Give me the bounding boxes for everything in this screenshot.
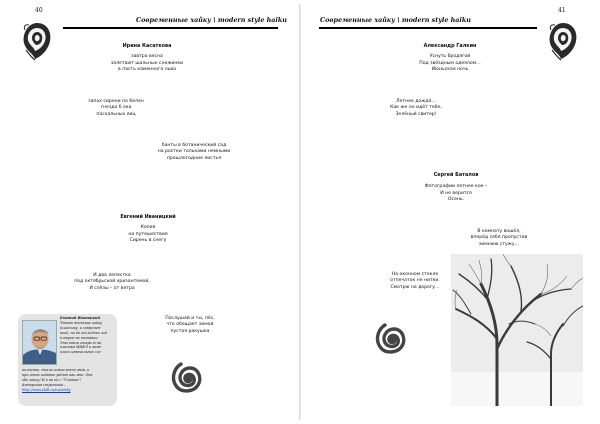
poem-line: залетают шальные снежинки (110, 60, 184, 66)
bio-text (60, 316, 107, 355)
poem-author: Евгений Иваницкий (120, 214, 176, 220)
poem-line: Фотографии летнее кое – (424, 184, 488, 190)
poem-line: пасхальных яиц (96, 111, 136, 117)
left-page-number: 40 (35, 7, 43, 14)
poem-line: под октябрьской хризантемой, (74, 279, 150, 285)
poem-block (66, 273, 158, 292)
poem-line: Послушай и ты, пёс, (165, 316, 215, 321)
author-photo (22, 320, 57, 365)
poem-author: Ирина Касаткова (122, 43, 172, 49)
poem-line: прошлогодние листья (167, 155, 221, 161)
poem-line: гнездо б ока (100, 105, 132, 111)
bio-line: Это книга откра ю на (60, 340, 102, 345)
poem-line: Июньская ночь (431, 66, 469, 72)
bio-line: алась изначальное сос- (60, 350, 102, 355)
left-header-title: Современные хайку \ modern style haiku (136, 16, 287, 24)
spiral-icon (166, 358, 210, 398)
poem-author: Сергей Баталов (433, 172, 479, 178)
right-header-title: Современные хайку \ modern style haiku (320, 16, 471, 24)
author-page-link[interactable]: http://www.ekill.ru/ivanitsky (22, 387, 71, 392)
poem-block (150, 316, 230, 335)
poem-line: На оконном стекле (391, 272, 439, 277)
bio-line: в отрое во познание. (60, 335, 99, 340)
poem-line: запах сирени по белен (88, 99, 144, 104)
author-bio-card (18, 314, 117, 406)
poem-line: отпечаток не нитки. (390, 278, 440, 284)
poem-author: Александр Галкин (423, 43, 477, 49)
poem-line: в пасть каменного льва (118, 66, 176, 72)
poem-line: Осень. (447, 196, 465, 202)
winter-tree-photo (451, 254, 583, 406)
spiral-icon (370, 318, 414, 362)
poem-line: Смотрю на дорогу… (390, 284, 440, 290)
poem-block (460, 229, 538, 248)
poem-line: вперёд себя пропустив (470, 235, 528, 241)
poem-line: зимнюю стужу… (478, 241, 520, 247)
poem-block (76, 99, 156, 118)
bio-line: ные), но до последних год (60, 330, 107, 335)
poem-line: Копия (140, 225, 156, 231)
poem-line: на ростки тольками немными (157, 149, 231, 155)
poem-line: завтра весна (131, 54, 163, 60)
poem-block (110, 214, 186, 244)
rose-ornament-icon (546, 20, 580, 62)
poem-block (141, 143, 247, 162)
right-page-number: 41 (558, 7, 566, 14)
poem-block (378, 99, 454, 118)
bio-line: Авторская страничка – (22, 382, 66, 387)
poem-line: банты в ботанический сад (161, 143, 227, 148)
poem-line: Сирень в снегу (129, 237, 167, 243)
bio-line: обо хайку! И о на ей с "Улитки"! (22, 377, 82, 382)
poem-line: что обещает зимой (166, 322, 214, 328)
bio-line: клиника MИK-9 о заме- (60, 345, 102, 350)
rose-ornament-icon (20, 20, 54, 62)
right-header-rule (319, 27, 537, 29)
poem-line: Уснуть бродягой (429, 54, 471, 60)
left-header-rule (63, 27, 278, 29)
bio-text-bottom (22, 368, 93, 393)
bio-line: полнение, стала осмысленно эвой, и (22, 368, 90, 372)
poem-line: пустая ракушка (170, 328, 210, 334)
bio-line: (классику, и современ- (60, 325, 102, 330)
bio-line: Читаю японские хайку (60, 320, 103, 325)
poem-block (383, 272, 447, 291)
poem-block (106, 43, 188, 73)
page-gutter (299, 4, 301, 420)
poem-line: Летнее дождя… (396, 99, 436, 104)
poem-line: И два лепестка (93, 273, 131, 278)
poem-line: на путешествия (128, 231, 168, 237)
poem-line: В комнату вошёл, (477, 229, 521, 234)
poem-block (416, 172, 496, 203)
poem-line: И не верится (440, 190, 472, 196)
poem-line: Как же он идёт тебе, (390, 105, 442, 111)
bio-name: Евгений Иваницкий (60, 316, 100, 320)
poem-block (410, 43, 490, 73)
poem-line: И слёзы – от ветра (89, 285, 135, 291)
poem-line: Зелёный свитер! (395, 111, 437, 117)
poem-line: Под звёздным одеялом… (419, 60, 481, 66)
bio-line: при этом издание редит как мне. Она (22, 372, 93, 377)
